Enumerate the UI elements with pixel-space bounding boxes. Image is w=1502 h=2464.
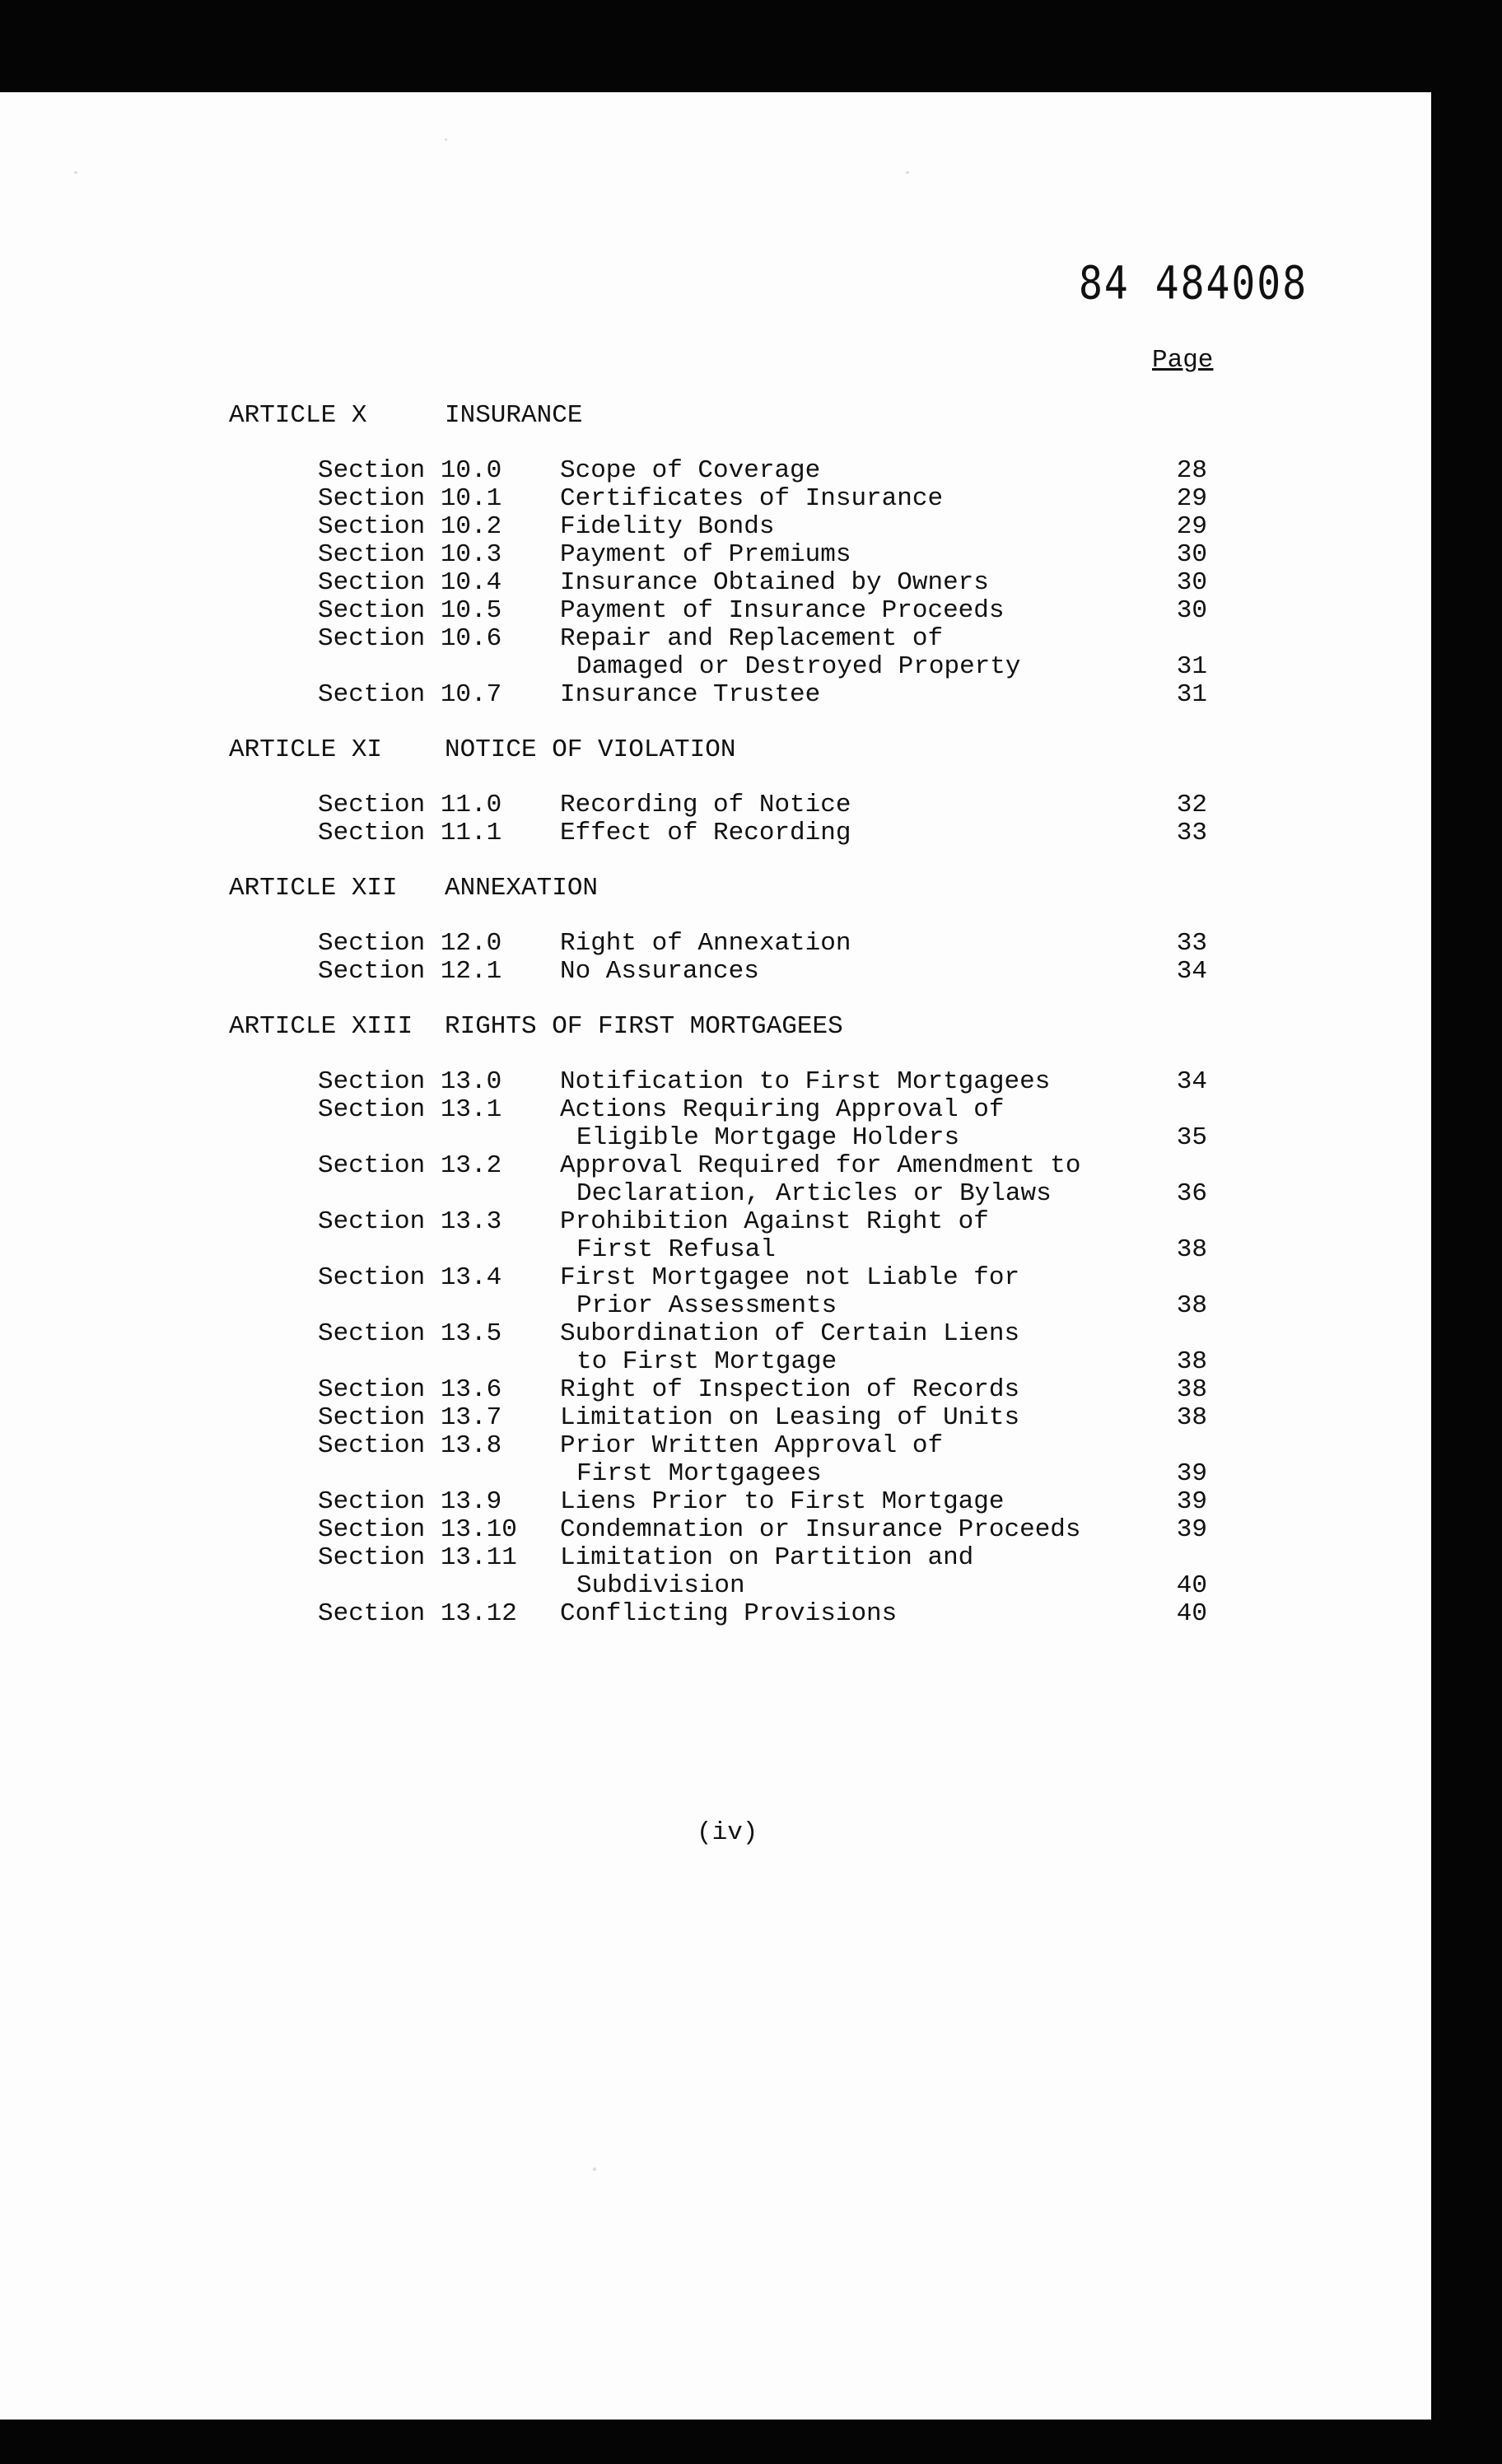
toc-entry-line (0, 930, 1431, 958)
toc-entry-line (0, 681, 1431, 709)
scan-speck (445, 138, 447, 141)
section-title: Limitation on Partition and (560, 1543, 974, 1572)
article-label: ARTICLE X (229, 401, 367, 430)
page-number: 36 (1176, 1179, 1207, 1208)
section-number: Section 13.0 (318, 1067, 502, 1096)
section-number: Section 10.6 (318, 624, 502, 653)
section-number: Section 11.1 (318, 819, 502, 847)
page-number: 34 (1176, 957, 1207, 986)
page-number: 39 (1176, 1515, 1207, 1544)
toc-entry-line (0, 1376, 1431, 1404)
page-number: 38 (1176, 1403, 1207, 1432)
toc-entry-line (0, 597, 1431, 625)
section-title: to First Mortgage (576, 1347, 837, 1376)
page-footer: (iv) (697, 1818, 758, 1847)
spacer (0, 847, 1431, 875)
section-title: First Refusal (576, 1235, 776, 1264)
page-number: 29 (1176, 512, 1207, 541)
page-number: 40 (1176, 1599, 1207, 1628)
section-title: Limitation on Leasing of Units (560, 1403, 1020, 1432)
page-number: 33 (1176, 929, 1207, 958)
article-label: ARTICLE XII (229, 874, 398, 903)
section-title: Damaged or Destroyed Property (576, 652, 1021, 681)
page-column-header: Page (1152, 346, 1214, 375)
toc-entry-line (0, 513, 1431, 541)
section-number: Section 13.6 (318, 1375, 502, 1404)
article-heading (0, 736, 1431, 764)
section-title: Scope of Coverage (560, 456, 821, 485)
section-number: Section 13.8 (318, 1431, 502, 1460)
toc-entry-line (0, 1488, 1431, 1516)
page-number: 33 (1176, 819, 1207, 847)
article-title: RIGHTS OF FIRST MORTGAGEES (445, 1012, 843, 1041)
article-label: ARTICLE XIII (229, 1012, 413, 1041)
toc-entry-line (0, 1264, 1431, 1292)
toc-entry-line (0, 1068, 1431, 1096)
section-number: Section 10.0 (318, 456, 502, 485)
page-number: 39 (1176, 1487, 1207, 1516)
article-heading (0, 875, 1431, 903)
toc-entry-line (0, 1516, 1431, 1544)
section-number: Section 12.0 (318, 929, 502, 958)
section-number: Section 13.1 (318, 1095, 502, 1124)
section-number: Section 13.9 (318, 1487, 502, 1516)
page-number: 31 (1176, 680, 1207, 709)
toc-entry-line (0, 1432, 1431, 1460)
toc-entry-line (0, 1460, 1431, 1488)
section-title: Prior Assessments (576, 1291, 837, 1320)
toc-entry-line (0, 1544, 1431, 1572)
section-title: Repair and Replacement of (560, 624, 944, 653)
article-title: INSURANCE (445, 401, 583, 430)
page-number: 40 (1176, 1571, 1207, 1600)
section-number: Section 10.4 (318, 568, 502, 597)
section-title: No Assurances (560, 957, 759, 986)
toc-entry-line (0, 653, 1431, 681)
section-title: Liens Prior to First Mortgage (560, 1487, 1005, 1516)
section-title: Subdivision (576, 1571, 745, 1600)
page-number: 38 (1176, 1291, 1207, 1320)
article-heading (0, 402, 1431, 430)
spacer (0, 430, 1431, 457)
section-title: Declaration, Articles or Bylaws (576, 1179, 1052, 1208)
toc-entry-line (0, 1404, 1431, 1432)
section-title: Recording of Notice (560, 791, 851, 819)
toc-entry-line (0, 791, 1431, 819)
section-number: Section 11.0 (318, 791, 502, 819)
page-number: 39 (1176, 1459, 1207, 1488)
section-number: Section 13.2 (318, 1151, 502, 1180)
section-title: Prior Written Approval of (560, 1431, 944, 1460)
article-title: ANNEXATION (445, 874, 599, 903)
page-number: 30 (1176, 568, 1207, 597)
section-title: Subordination of Certain Liens (560, 1319, 1020, 1348)
page-number: 38 (1176, 1235, 1207, 1264)
section-number: Section 13.4 (318, 1263, 502, 1292)
toc-entry-line (0, 1124, 1431, 1152)
toc-entry-line (0, 485, 1431, 513)
toc-entry-line (0, 1320, 1431, 1348)
section-number: Section 10.7 (318, 680, 502, 709)
section-title: Insurance Trustee (560, 680, 821, 709)
page-number: 30 (1176, 540, 1207, 569)
page-number: 28 (1176, 456, 1207, 485)
page-number: 31 (1176, 652, 1207, 681)
table-of-contents (0, 402, 1431, 1628)
section-title: Fidelity Bonds (560, 512, 775, 541)
section-title: Insurance Obtained by Owners (560, 568, 989, 597)
section-title: Eligible Mortgage Holders (576, 1123, 960, 1152)
spacer (0, 1041, 1431, 1068)
spacer (0, 986, 1431, 1013)
page-number: 30 (1176, 596, 1207, 625)
section-number: Section 10.3 (318, 540, 502, 569)
toc-entry-line (0, 625, 1431, 653)
section-number: Section 10.2 (318, 512, 502, 541)
spacer (0, 709, 1431, 736)
section-number: Section 10.1 (318, 484, 502, 513)
section-title: Payment of Premiums (560, 540, 851, 569)
page-number: 38 (1176, 1375, 1207, 1404)
page-number: 34 (1176, 1067, 1207, 1096)
section-title: Right of Inspection of Records (560, 1375, 1020, 1404)
toc-entry-line (0, 1348, 1431, 1376)
section-number: Section 13.10 (318, 1515, 517, 1544)
toc-entry-line (0, 1180, 1431, 1208)
section-number: Section 10.5 (318, 596, 502, 625)
section-title: Actions Requiring Approval of (560, 1095, 1005, 1124)
toc-entry-line (0, 569, 1431, 597)
section-number: Section 13.12 (318, 1599, 517, 1628)
toc-entry-line (0, 1208, 1431, 1236)
section-title: First Mortgagee not Liable for (560, 1263, 1020, 1292)
section-title: Approval Required for Amendment to (560, 1151, 1081, 1180)
document-number: 84 484008 (1079, 257, 1308, 310)
section-number: Section 12.1 (318, 957, 502, 986)
toc-entry-line (0, 541, 1431, 569)
section-number: Section 13.3 (318, 1207, 502, 1236)
page-number: 32 (1176, 791, 1207, 819)
section-title: Right of Annexation (560, 929, 851, 958)
page-number: 38 (1176, 1347, 1207, 1376)
section-title: Prohibition Against Right of (560, 1207, 989, 1236)
toc-entry-line (0, 1572, 1431, 1600)
section-title: Certificates of Insurance (560, 484, 944, 513)
section-title: Payment of Insurance Proceeds (560, 596, 1005, 625)
toc-entry-line (0, 819, 1431, 847)
toc-entry-line (0, 958, 1431, 986)
section-title: Condemnation or Insurance Proceeds (560, 1515, 1081, 1544)
toc-entry-line (0, 457, 1431, 485)
article-heading (0, 1013, 1431, 1041)
toc-entry-line (0, 1096, 1431, 1124)
article-label: ARTICLE XI (229, 735, 383, 764)
toc-entry-line (0, 1600, 1431, 1628)
section-number: Section 13.11 (318, 1543, 517, 1572)
toc-entry-line (0, 1236, 1431, 1264)
toc-entry-line (0, 1152, 1431, 1180)
scan-speck (906, 171, 909, 174)
page-number: 29 (1176, 484, 1207, 513)
section-title: Effect of Recording (560, 819, 851, 847)
section-number: Section 13.5 (318, 1319, 502, 1348)
scan-speck (593, 2168, 596, 2171)
page-number: 35 (1176, 1123, 1207, 1152)
section-title: Conflicting Provisions (560, 1599, 898, 1628)
spacer (0, 903, 1431, 930)
section-title: First Mortgagees (576, 1459, 822, 1488)
article-title: NOTICE OF VIOLATION (445, 735, 736, 764)
spacer (0, 764, 1431, 791)
section-title: Notification to First Mortgagees (560, 1067, 1051, 1096)
section-number: Section 13.7 (318, 1403, 502, 1432)
scan-speck (74, 171, 77, 174)
toc-entry-line (0, 1292, 1431, 1320)
